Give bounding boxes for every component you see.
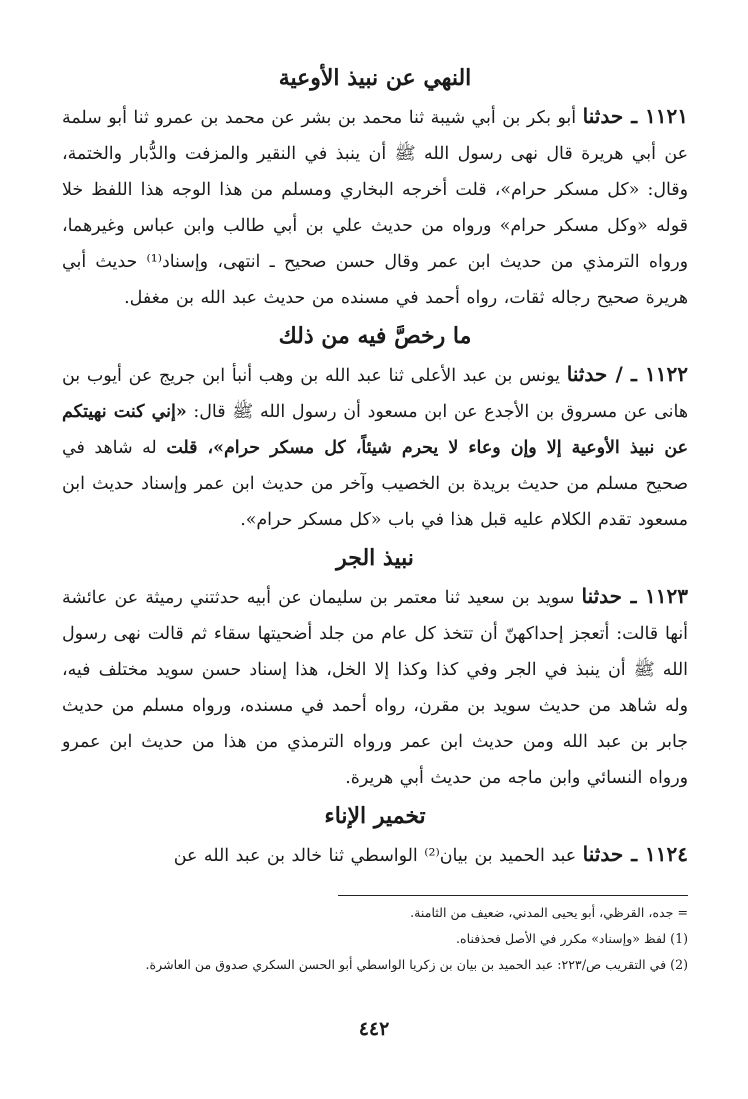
hadith-number: ١١٢٣ — [645, 584, 688, 608]
footnote-divider — [338, 895, 688, 896]
hadith-dash: ـ — [623, 842, 646, 866]
footnote-2: (2) في التقريب ص/٢٢٣: عبد الحميد بن بيان بن زكريا الواسطي أبو الحسن السكري صدوق من العاشرة. — [145, 957, 688, 972]
hadith-text: أبو بكر بن أبي شيبة ثنا محمد بن بشر عن محمد بن عمرو ثنا أبو سلمة عن أبي هريرة قال نهى رسول الله ﷺ أن ينبذ في النقير والمزفت والدُّبار والختمة، وقال: «كل مسكر حرام»، قلت أخرجه البخاري ومسلم من هذا الوجه هذا اللفظ خلا قوله «وكل مسكر حرام» ورواه من حديث علي بن أبي طالب وابن عباس وغيرهما، ورواه الترمذي من حديث ابن عمر وقال حسن صحيح ـ انتهى، وإسناد⁽¹⁾ حديث أبي هريرة صحيح رجاله ثقات، رواه أحمد في مسنده من حديث عبد الله بن مغفل. — [62, 108, 688, 308]
footnote-1: (1) لفظ «وإسناد» مكرر في الأصل فحذفناه. — [456, 931, 688, 946]
hadith-1121 — [62, 98, 688, 316]
hadith-1122 — [62, 356, 688, 538]
section-heading-4: تخمير الإناء — [324, 803, 426, 829]
haddathana-word: حدثنا — [582, 104, 624, 128]
hadith-1124 — [62, 836, 688, 874]
hadith-dash: ـ / — [607, 362, 646, 386]
section-heading-3: نبيذ الجر — [336, 545, 414, 571]
hadith-text: يونس بن عبد الأعلى ثنا عبد الله بن وهب أنبأ ابن جريج عن أيوب بن هانى عن مسروق بن الأجدع عن ابن مسعود أن رسول الله ﷺ قال: — [62, 366, 688, 422]
hadith-text: سويد بن سعيد ثنا معتمر بن سليمان عن أبيه حدثتني رميثة عن عائشة أنها قالت: أتعجز إحداكهنّ أن تتخذ كل عام من جلد أضحيتها سقاء ثم قالت نهى رسول الله ﷺ أن ينبذ في الجر وفي كذا وكذا إلا الخل، هذا إسناد حسن سويد مختلف فيه، وله شاهد من حديث سويد بن مقرن، رواه أحمد في مسنده، ورواه مسلم من حديث جابر بن عبد الله ومن حديث ابن عمر ورواه الترمذي من هذا من حديث ابن عمرو ورواه النسائي وابن ماجه من حديث أبي هريرة. — [62, 588, 688, 788]
hadith-number: ١١٢٤ — [645, 842, 688, 866]
section-heading-2: ما رخصَّ فيه من ذلك — [278, 323, 472, 349]
haddathana-word: حدثنا — [581, 584, 623, 608]
hadith-number: ١١٢١ — [645, 104, 688, 128]
hadith-dash: ـ — [622, 584, 646, 608]
hadith-dash: ـ — [623, 104, 646, 128]
hadith-1123 — [62, 578, 688, 796]
hadith-text: عبد الحميد بن بيان⁽²⁾ الواسطي ثنا خالد بن عبد الله عن — [173, 846, 583, 866]
hadith-commentary: له شاهد في صحيح مسلم من حديث بريدة بن الخصيب وآخر من حديث ابن عمر وإسناد حديث ابن مسعود تقدم الكلام عليه قبل هذا في باب «كل مسكر حرام». — [62, 438, 688, 530]
hadith-quote: «إني كنت نهيتكم عن نبيذ الأوعية إلا وإن وعاء لا يحرم شيئاً، كل مسكر حرام»، قلت — [62, 402, 688, 458]
footnotes — [62, 895, 688, 978]
hadith-number: ١١٢٢ — [645, 362, 688, 386]
footnote-continuation: = جده، القرظي، أبو يحيى المدني، ضعيف من الثامنة. — [410, 905, 688, 920]
page-number: ٤٤٢ — [358, 1018, 390, 1040]
section-heading-1: النهي عن نبيذ الأوعية — [278, 65, 472, 91]
haddathana-word: حدثنا — [582, 842, 624, 866]
haddathana-word: حدثنا — [566, 362, 608, 386]
